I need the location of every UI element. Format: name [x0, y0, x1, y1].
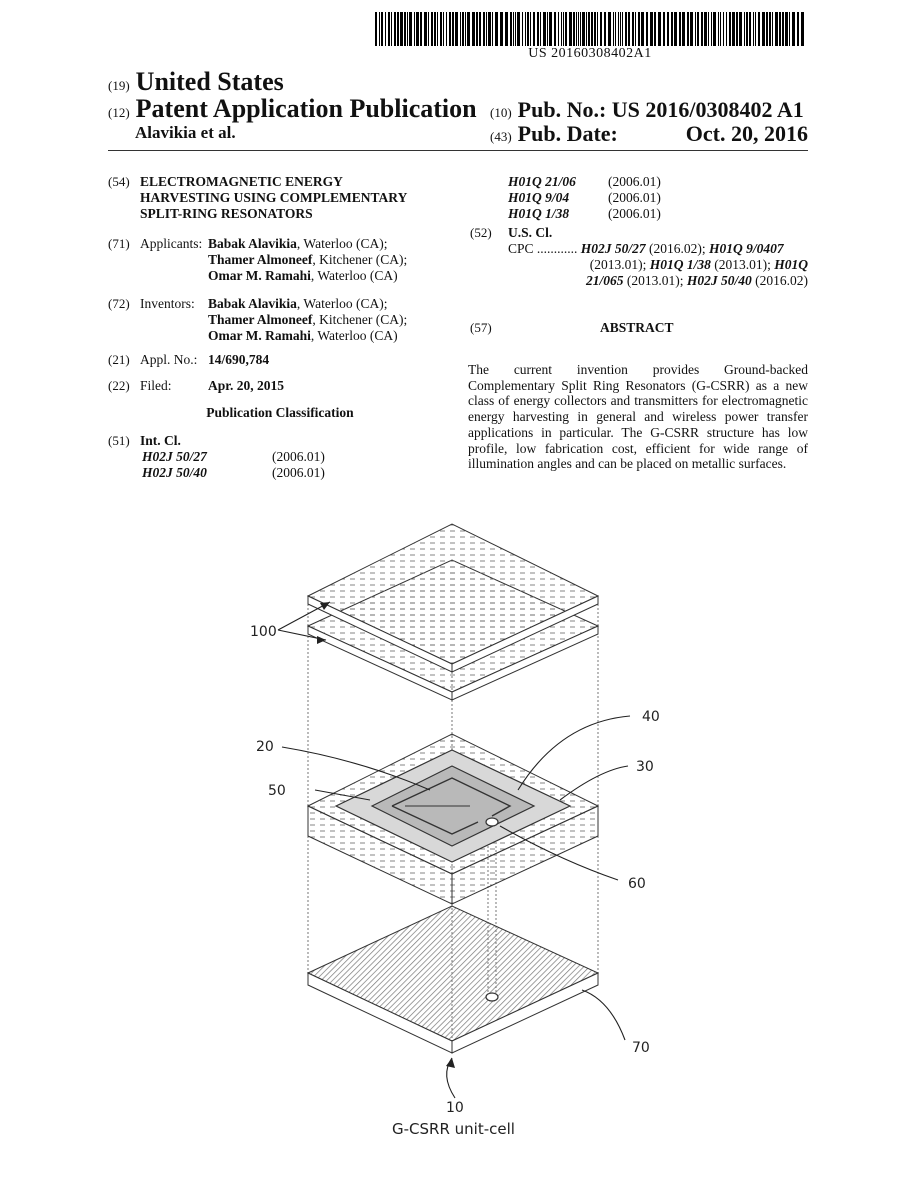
applicants-label: Applicants: [140, 236, 203, 251]
pub-date-label: Pub. Date: [517, 121, 618, 146]
label-20: 20 [256, 739, 274, 755]
inid-code-54: (54) [108, 174, 130, 189]
int-cl-label: Int. Cl. [140, 433, 181, 448]
title-line: HARVESTING USING COMPLEMENTARY [140, 190, 408, 205]
applicant: Babak Alavikia, Waterloo (CA); [208, 236, 388, 251]
title-line: ELECTROMAGNETIC ENERGY [140, 174, 343, 189]
applicant: Omar M. Ramahi, Waterloo (CA) [208, 268, 398, 283]
label-60: 60 [628, 876, 646, 892]
pub-number-value: US 2016/0308402 A1 [611, 97, 804, 122]
int-cl-code: H01Q 21/06 [508, 174, 576, 189]
abstract-text: The current invention provides Ground-backed Complementary Split Ring Resonators (G-CSRR) as a new class of energy collectors and transmitters for electromagnetic energy harvesting in general and wireless power transfer applications in particular. The G-CSRR structure has low profile, low fabrication cost, efficient for wide range of illumination angles and can be placed on metallic surfaces. [468, 362, 808, 472]
first-author: Alavikia et al. [135, 123, 236, 142]
int-cl-code: H01Q 9/04 [508, 190, 570, 205]
appl-no-label: Appl. No.: [140, 352, 198, 367]
inid-code-51: (51) [108, 433, 130, 448]
label-10: 10 [446, 1100, 464, 1116]
inventor: Thamer Almoneef, Kitchener (CA); [208, 312, 408, 327]
inventors-label: Inventors: [140, 296, 195, 311]
country: United States [135, 67, 284, 96]
applicant: Thamer Almoneef, Kitchener (CA); [208, 252, 408, 267]
publication-type: Patent Application Publication [135, 94, 477, 123]
publication-classification-heading: Publication Classification [206, 405, 354, 420]
pub-date-value: Oct. 20, 2016 [685, 121, 808, 146]
abstract-heading: ABSTRACT [600, 320, 674, 335]
cpc-line-3: 21/065 (2013.01); H02J 50/40 (2016.02) [585, 273, 808, 288]
inid-code-22: (22) [108, 378, 130, 393]
inid-code-19: (19) [108, 78, 130, 93]
int-cl-year: (2006.01) [608, 174, 661, 189]
int-cl-code: H02J 50/27 [142, 449, 207, 464]
inid-code-52: (52) [470, 225, 492, 240]
inid-code-43: (43) [490, 129, 512, 144]
int-cl-year: (2006.01) [608, 190, 661, 205]
int-cl-year: (2006.01) [272, 465, 325, 480]
filed-label: Filed: [140, 378, 172, 393]
int-cl-year: (2006.01) [272, 449, 325, 464]
inventor: Omar M. Ramahi, Waterloo (CA) [208, 328, 398, 343]
cpc-line-1: CPC ............ H02J 50/27 (2016.02); H01Q 9/0407 [508, 241, 784, 256]
barcode-number: US 20160308402A1 [528, 46, 652, 61]
ground-plane [308, 906, 598, 1053]
middle-substrate [308, 734, 598, 904]
appl-no-value: 14/690,784 [208, 352, 270, 367]
int-cl-code: H01Q 1/38 [508, 206, 570, 221]
int-cl-code: H02J 50/40 [142, 465, 207, 480]
filed-value: Apr. 20, 2015 [208, 378, 285, 393]
label-100: 100 [250, 624, 277, 640]
cpc-line-2: (2013.01); H01Q 1/38 (2013.01); H01Q [589, 257, 808, 272]
label-50: 50 [268, 783, 286, 799]
inid-code-10: (10) [490, 105, 512, 120]
inid-code-57: (57) [470, 320, 492, 335]
figure-caption: G-CSRR unit-cell [392, 1120, 515, 1138]
label-30: 30 [636, 759, 654, 775]
label-70: 70 [632, 1040, 650, 1056]
pub-number-label: Pub. No.: [517, 97, 607, 122]
title-line: SPLIT-RING RESONATORS [140, 206, 313, 221]
inid-code-71: (71) [108, 236, 130, 251]
inventor: Babak Alavikia, Waterloo (CA); [208, 296, 388, 311]
inid-code-12: (12) [108, 105, 130, 120]
label-40: 40 [642, 709, 660, 725]
inid-code-21: (21) [108, 352, 130, 367]
inid-code-72: (72) [108, 296, 130, 311]
us-cl-label: U.S. Cl. [508, 225, 553, 240]
int-cl-year: (2006.01) [608, 206, 661, 221]
